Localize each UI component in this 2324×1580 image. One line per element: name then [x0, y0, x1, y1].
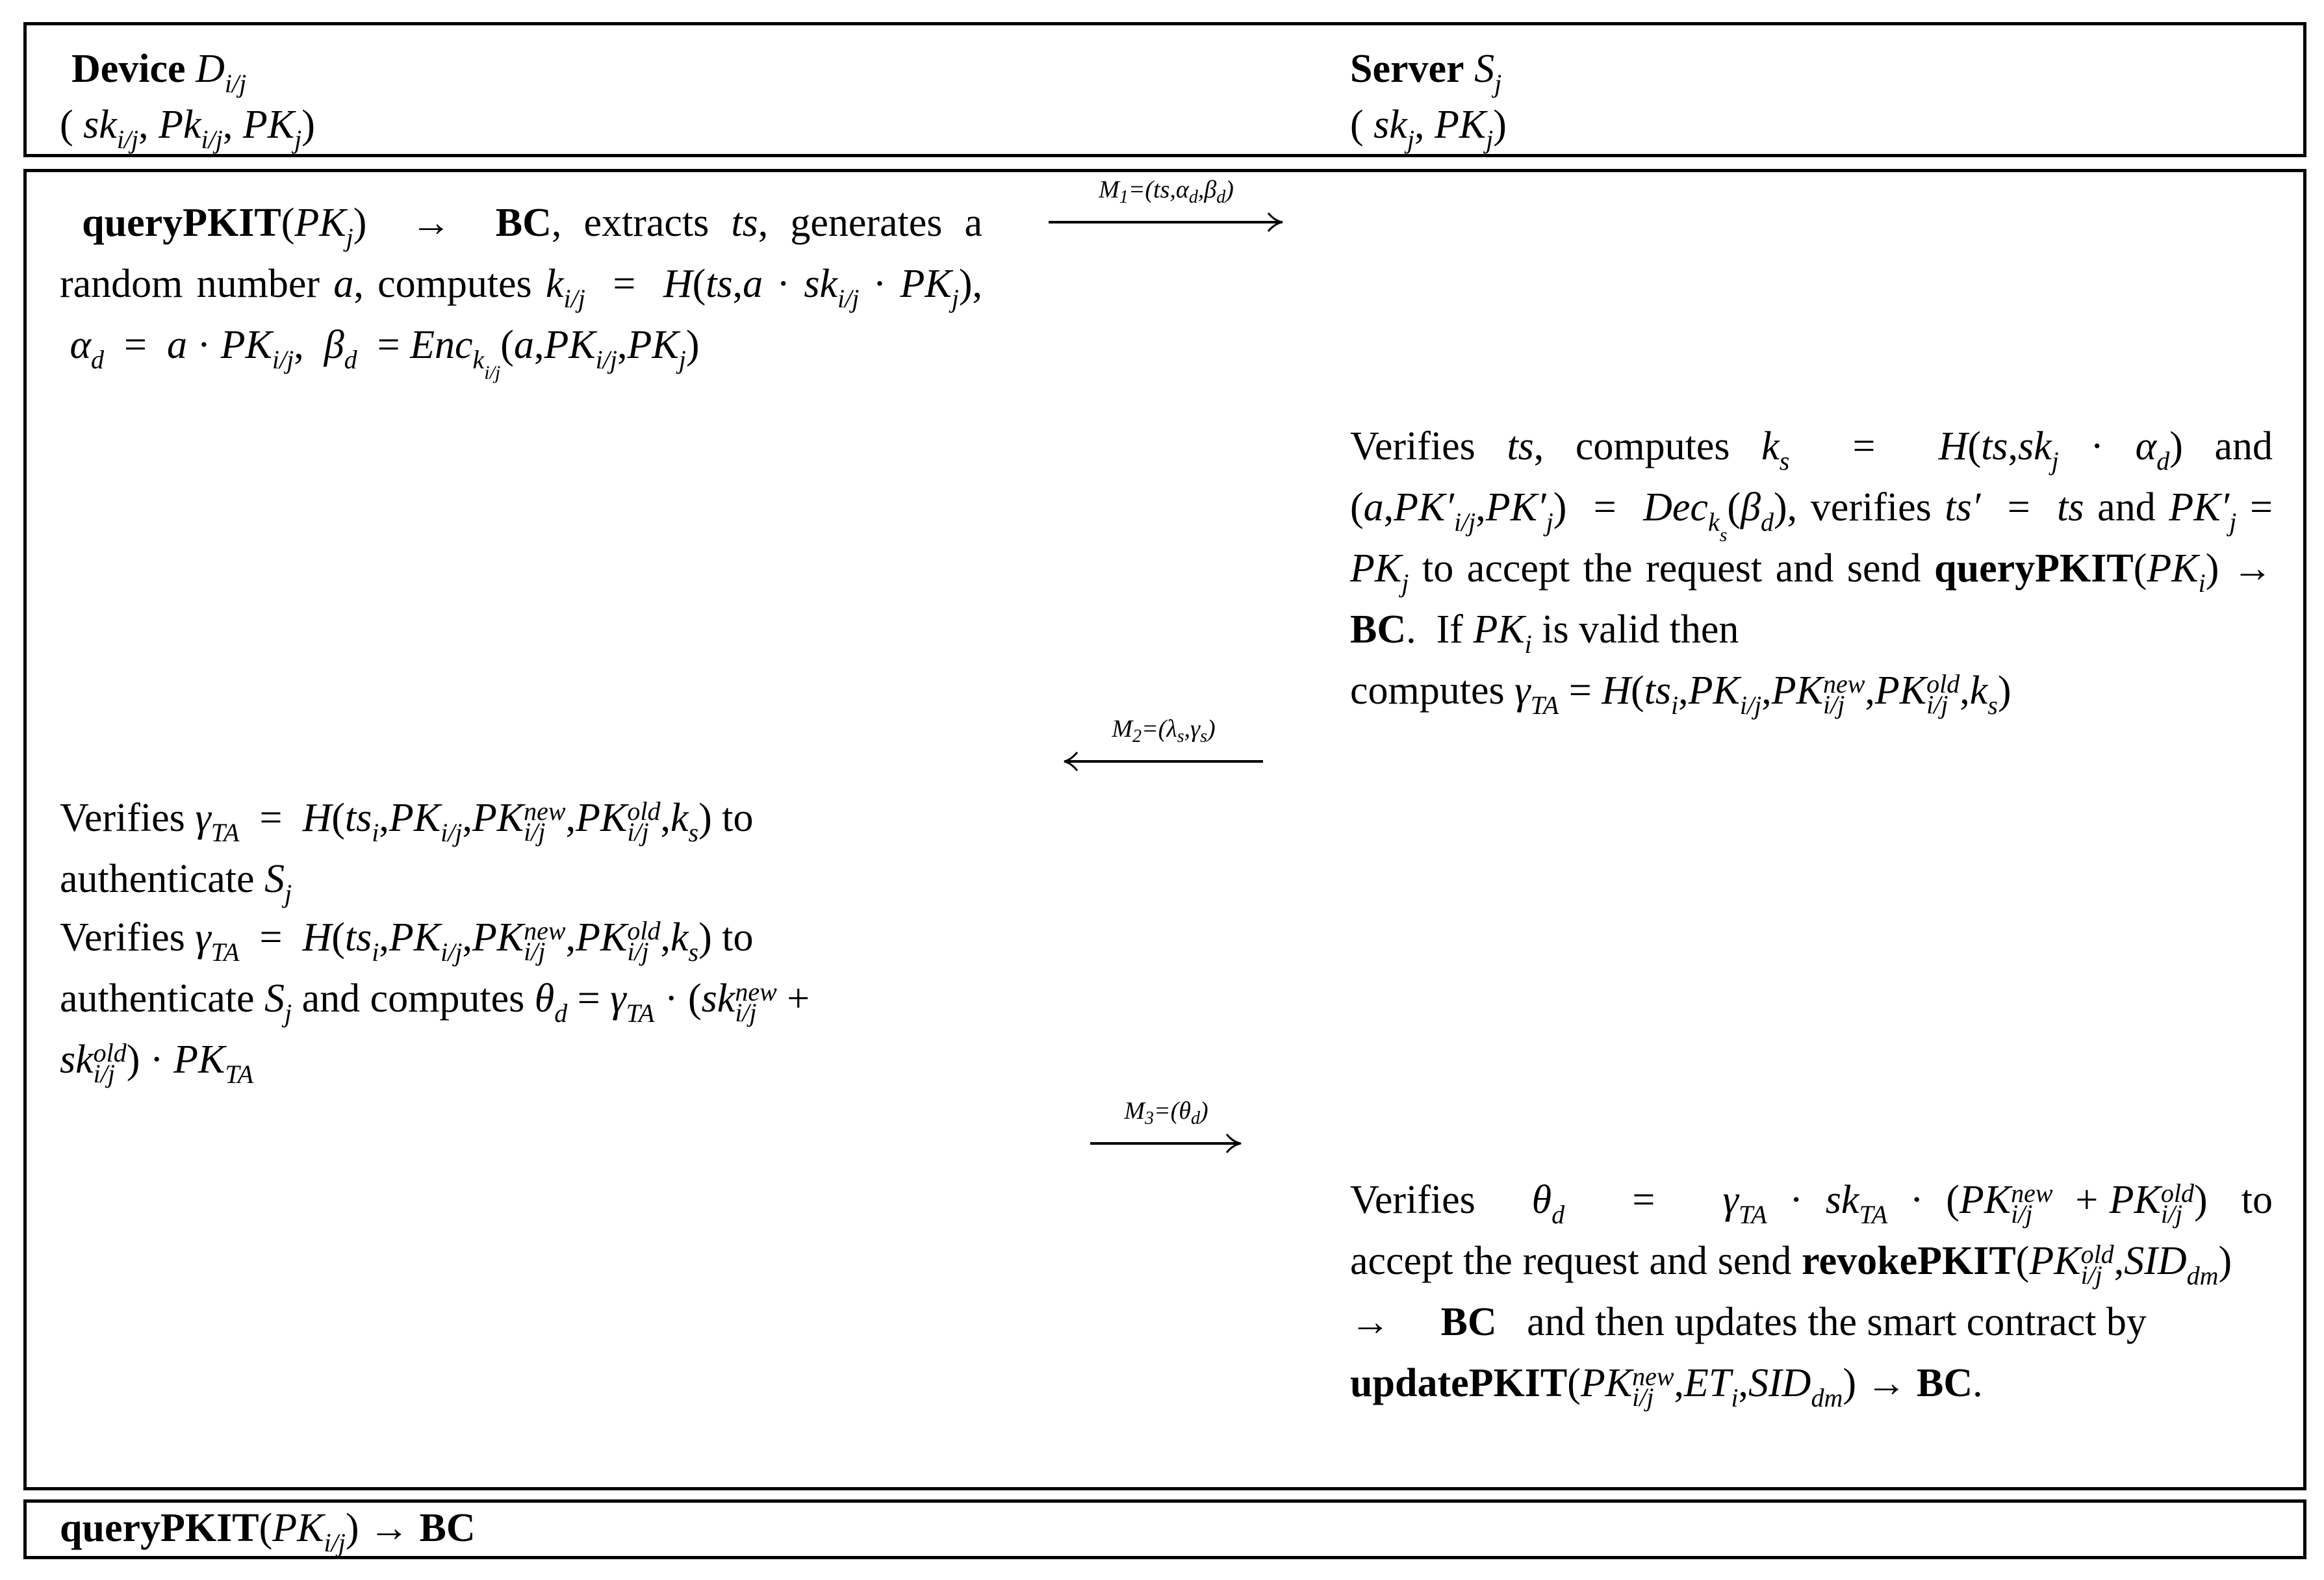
device-keys: ( $sk_{i/j}$, $Pk_{i/j}$, $PK_j$) — [60, 103, 315, 154]
device-label: Device — [71, 47, 186, 91]
server-label: Server — [1350, 47, 1464, 91]
message-m3-arrow — [1089, 1097, 1244, 1155]
message-m2-arrow — [1063, 715, 1264, 773]
message-m3-label: $M_3=(\theta_d)$ — [1124, 1097, 1208, 1128]
server-keys: ( $sk_j$, $PK_j$) — [1350, 103, 1507, 154]
arrow-left-icon — [1063, 747, 1264, 773]
arrow-right-icon — [1047, 208, 1285, 234]
device-title — [71, 40, 246, 97]
server-step-1: Verifies ts, computes $k_s = H(ts,sk_j \cdot \alpha_d)$ and $(a,PK'_{i/j},PK'_j) = Dec_{k_s}(\beta_d)$, verifies ts′ = ts and $PK'_j = PK_j$ to accept the request and send $queryPKIT(PK_i)$ → BC. If $PK_i$ is valid then computes $\gamma_{TA} = H(ts_i,PK_{i/j},PK$ new i/j ,PK old i/j $,k_s$) — [1350, 424, 2273, 720]
arrow-right-icon — [1089, 1129, 1244, 1155]
footer-step: $queryPKIT(PK_{i/j})$ → BC — [60, 1506, 476, 1557]
message-m2-label: $M_2=(\lambda_s,\gamma_s)$ — [1112, 715, 1216, 746]
server-title — [1350, 40, 1501, 97]
message-m1-arrow — [1047, 175, 1285, 234]
message-m1-label: $M_1=(ts,\alpha_d,\beta_d)$ — [1099, 176, 1234, 207]
device-step-2a: Verifies $\gamma_{TA} = H(ts_i,PK_{i/j},PK$ new i/j ,PK old i/j $,k_s$) to authenticate $S_j$ — [60, 796, 754, 908]
server-step-2: Verifies $\theta_d$ = $\gamma_{TA} \cdot sk_{TA} \cdot (PK$ new i/j + PK old i/j ) to accept the request and send revokePKIT(PK old i/j $,SID_{dm}$) → BC and then updates the smart contract by updatePKIT(PK new i/j $,ET_i,SID_{dm}$) → BC. — [1350, 1178, 2273, 1412]
server-symbol: $S_j$ — [1474, 47, 1502, 98]
device-step-1: $queryPKIT(PK_j)$ → BC, extracts ts, generates a random number a, computes $k_{i/j} = H(ts,a \cdot sk_{i/j} \cdot PK_j)$, $\alpha_d = a \cdot PK_{i/j}$, $\beta_d = Enc_{k_{i/j}}(a,PK_{i/j},PK_j)$ — [60, 201, 983, 383]
device-symbol: $D_{i/j}$ — [196, 47, 247, 98]
participants-header — [23, 22, 2306, 157]
device-step-2b: Verifies $\gamma_{TA} = H(ts_i,PK_{i/j},PK$ new i/j ,PK old i/j $,k_s$) to authenticate $S_j$ and computes $\theta_d = \gamma_{TA} \cdot (sk$ new i/j + sk old i/j ) · $PK_{TA}$ — [60, 915, 810, 1089]
